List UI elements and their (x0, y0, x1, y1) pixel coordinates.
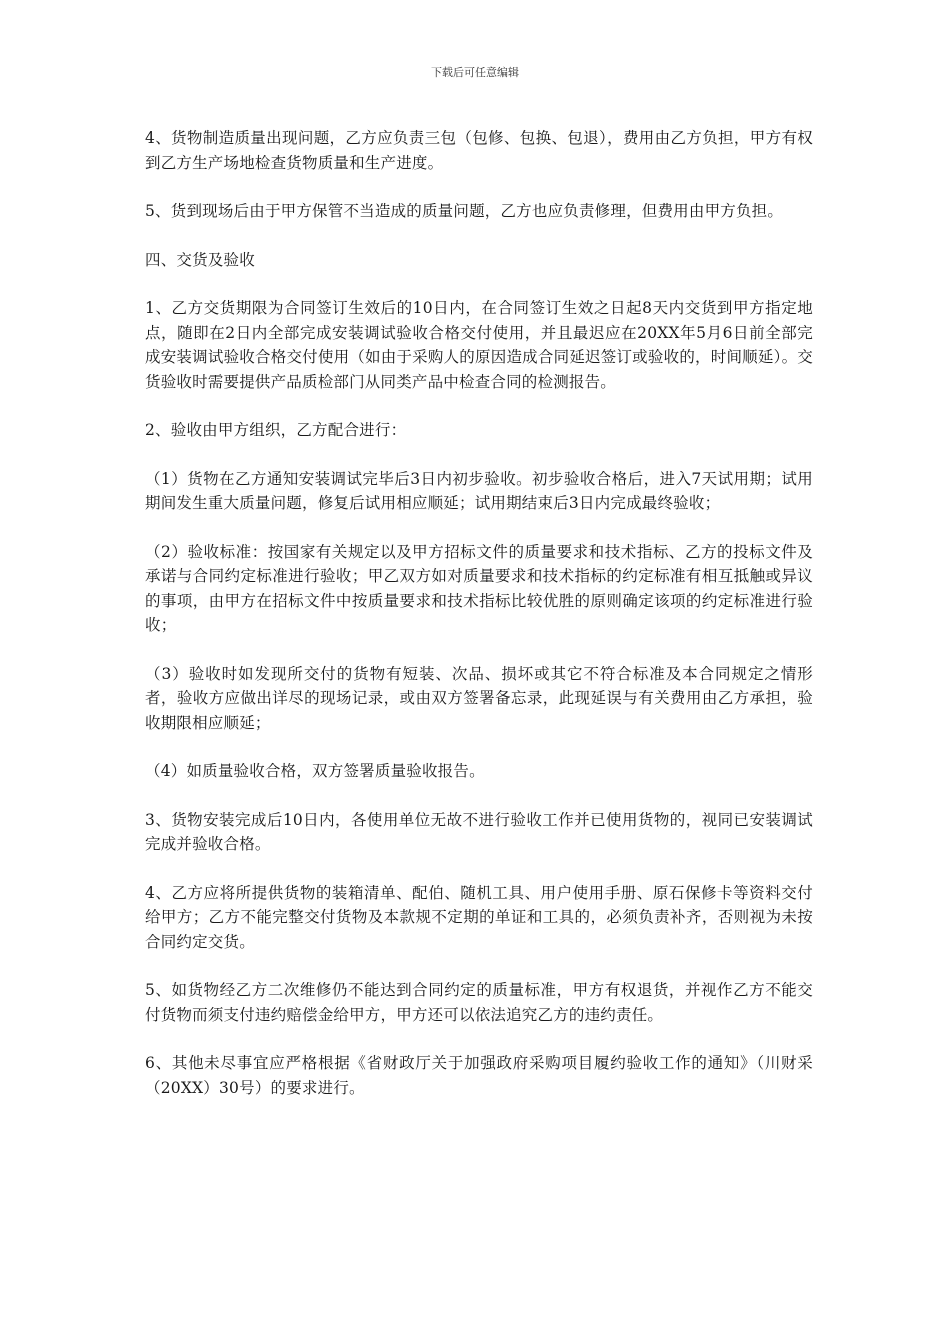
paragraph-acceptance-sub-4: （4）如质量验收合格，双方签署质量验收报告。 (145, 762, 485, 780)
section-heading-delivery-acceptance: 四、交货及验收 (145, 250, 255, 269)
paragraph-clause-5-storage: 5、货到现场后由于甲方保管不当造成的质量问题，乙方也应负责修理，但费用由甲方负担。 (145, 202, 784, 220)
paragraph-acceptance-sub-1: （1）货物在乙方通知安装调试完毕后3日内初步验收。初步验收合格后，进入7天试用期；试用期间发生重大质量问题，修复后试用相应顺延；试用期结束后3日内完成最终验收； (145, 469, 813, 512)
document-body (145, 126, 813, 1124)
paragraph-delivery-5: 5、如货物经乙方二次维修仍不能达到合同约定的质量标准，甲方有权退货，并视作乙方不能交付货物而须支付违约赔偿金给甲方，甲方还可以依法追究乙方的违约责任。 (145, 981, 813, 1024)
paragraph-delivery-6: 6、其他未尽事宜应严格根据《省财政厅关于加强政府采购项目履约验收工作的通知》（川财采（20XX）30号）的要求进行。 (145, 1054, 813, 1097)
page-header-note: 下载后可任意编辑 (431, 66, 519, 79)
paragraph-delivery-3: 3、货物安装完成后10日内，各使用单位无故不进行验收工作并已使用货物的，视同已安装调试完成并验收合格。 (145, 810, 813, 853)
paragraph-clause-4-quality: 4、货物制造质量出现问题，乙方应负责三包（包修、包换、包退），费用由乙方负担，甲方有权到乙方生产场地检查货物质量和生产进度。 (145, 129, 813, 172)
paragraph-acceptance-sub-2: （2）验收标准：按国家有关规定以及甲方招标文件的质量要求和技术指标、乙方的投标文件及承诺与合同约定标准进行验收；甲乙双方如对质量要求和技术指标的约定标准有相互抵触或异议的事项，由甲方在招标文件中按质量要求和技术指标比较优胜的原则确定该项的约定标准进行验收； (145, 542, 813, 634)
paragraph-delivery-2: 2、验收由甲方组织，乙方配合进行： (145, 421, 407, 439)
paragraph-delivery-4: 4、乙方应将所提供货物的装箱清单、配伯、随机工具、用户使用手册、原石保修卡等资料交付给甲方；乙方不能完整交付货物及本款规不定期的单证和工具的，必须负责补齐，否则视为未按合同约定交货。 (145, 883, 813, 951)
paragraph-delivery-1: 1、乙方交货期限为合同签订生效后的10日内，在合同签订生效之日起8天内交货到甲方指定地点，随即在2日内全部完成安装调试验收合格交付使用，并且最迟应在20XX年5月6日前全部完成安装调试验收合格交付使用（如由于采购人的原因造成合同延迟签订或验收的，时间顺延）。交货验收时需要提供产品质检部门从同类产品中检查合同的检测报告。 (145, 299, 813, 391)
paragraph-acceptance-sub-3: （3）验收时如发现所交付的货物有短装、次品、损坏或其它不符合标准及本合同规定之情形者，验收方应做出详尽的现场记录，或由双方签署备忘录，此现延误与有关费用由乙方承担，验收期限相应顺延； (145, 664, 813, 732)
